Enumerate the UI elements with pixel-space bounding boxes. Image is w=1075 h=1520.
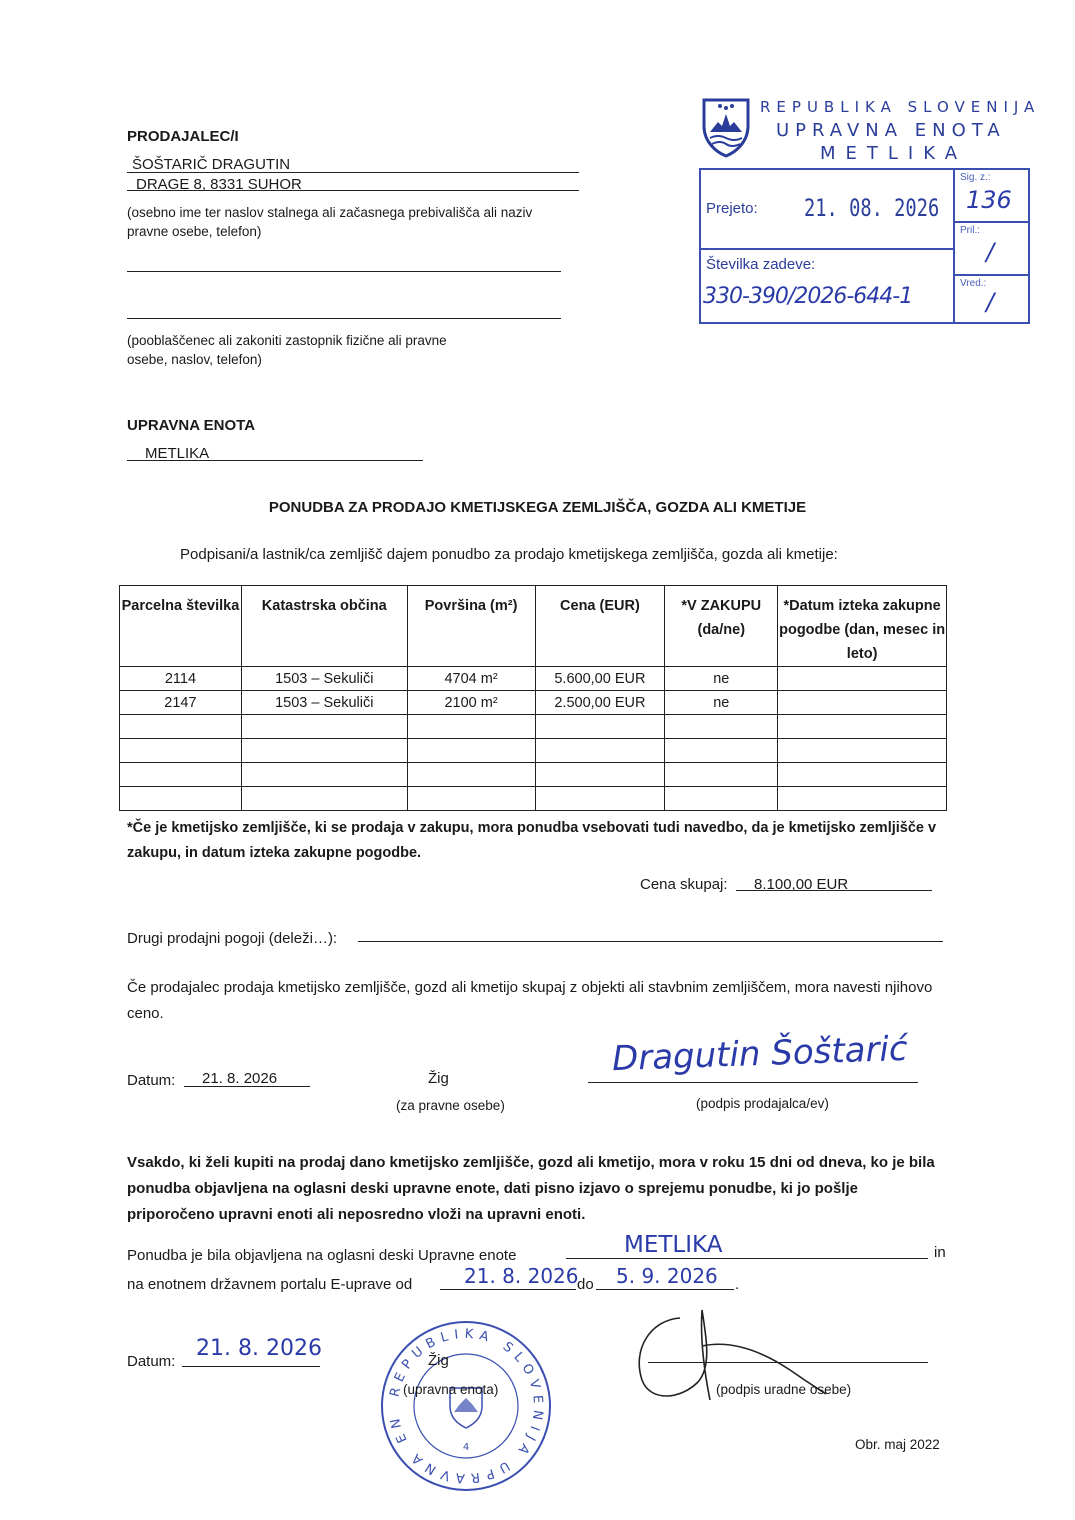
cell: [665, 763, 778, 787]
stamp-line-3: METLIKA: [820, 143, 968, 164]
seller-heading: PRODAJALEC/I: [127, 128, 239, 145]
total-label: Cena skupaj:: [640, 876, 728, 893]
cell: 5.600,00 EUR: [535, 667, 665, 691]
publication-text-2: na enotnem državnem portalu E-uprave od: [127, 1276, 413, 1293]
office-seal-hint: (upravna enota): [403, 1382, 499, 1397]
vred-value: /: [986, 288, 995, 316]
publication-office: METLIKA: [624, 1232, 723, 1258]
table-row: [120, 691, 947, 715]
office-date-value: 21. 8. 2026: [196, 1336, 322, 1361]
seller-name: ŠOŠTARIČ DRAGUTIN: [132, 156, 291, 173]
seller-signature: Dragutin Šoštarić: [611, 1028, 909, 1080]
sig-label: Sig. z.:: [960, 172, 991, 183]
cell: [241, 739, 407, 763]
vred-label: Vred.:: [960, 278, 987, 289]
seller-date-line: [184, 1086, 310, 1087]
other-terms-line: [358, 941, 943, 942]
cell: 2100 m²: [407, 691, 535, 715]
header-price: Cena (EUR): [535, 586, 665, 667]
cell: 2.500,00 EUR: [535, 691, 665, 715]
stamp-divider-vertical: [953, 168, 955, 324]
office-heading: UPRAVNA ENOTA: [127, 417, 256, 434]
seller-name-line: [127, 172, 579, 173]
publication-in: in: [934, 1244, 946, 1261]
pril-value: /: [986, 238, 995, 266]
seller-signature-hint: (podpis prodajalca/ev): [696, 1096, 829, 1111]
received-label: Prejeto:: [706, 200, 758, 217]
table-header-row: [120, 586, 947, 667]
parcels-table: [119, 585, 947, 811]
cell: [778, 691, 947, 715]
cell: [120, 787, 242, 811]
round-seal-icon: [378, 1318, 554, 1494]
cell: [535, 763, 665, 787]
publication-from: 21. 8. 2026: [464, 1264, 579, 1288]
seller-date-value: 21. 8. 2026: [202, 1070, 278, 1087]
publication-office-line: [566, 1258, 928, 1259]
intro-text: Podpisani/a lastnik/ca zemljišč dajem ponudbo za prodajo kmetijskega zemljišča, gozda ali kmetije:: [180, 546, 838, 563]
sig-value: 136: [966, 186, 1012, 214]
cell: [535, 715, 665, 739]
stamp-line-2: UPRAVNA ENOTA: [776, 120, 1006, 141]
publication-from-line: [440, 1289, 576, 1290]
seller-date-label: Datum:: [127, 1072, 176, 1089]
cell: [120, 763, 242, 787]
objects-note: Če prodajalec prodaja kmetijsko zemljišče, gozd ali kmetijo skupaj z objekti ali stavbnim zemljiščem, mora navesti njihovo ceno.: [127, 979, 933, 1022]
cell: [120, 715, 242, 739]
publication-to-line: [596, 1289, 734, 1290]
received-date: 21. 08. 2026: [804, 194, 940, 222]
office-name: METLIKA: [145, 445, 210, 462]
cell: 1503 – Sekuliči: [241, 691, 407, 715]
stamp-divider-horizontal: [701, 248, 953, 250]
seller-seal-label: Žig: [428, 1070, 449, 1087]
official-signature-hint: (podpis uradne osebe): [716, 1382, 852, 1397]
cell: [241, 763, 407, 787]
table-row: [120, 715, 947, 739]
office-date-line: [182, 1366, 320, 1367]
cell: [241, 715, 407, 739]
cell: 2147: [120, 691, 242, 715]
cell: [407, 787, 535, 811]
seller-address: DRAGE 8, 8331 SUHOR: [136, 176, 302, 193]
buyer-notice: Vsakdo, ki želi kupiti na prodaj dano kmetijsko zemljišče, gozd ali kmetijo, mora v roku 15 dni od dneva, ko je bila ponudba objavljena na oglasni deski upravne enote, dati pisno izjavo o sprejemu ponudbe, ki jo pošlje priporočeno upravni enoti ali neposredno vloži na upravni enoti.: [127, 1154, 935, 1223]
header-lease: *V ZAKUPU (da/ne): [665, 586, 778, 667]
office-date-label: Datum:: [127, 1353, 176, 1370]
cell: [407, 739, 535, 763]
stamp-line-1: REPUBLIKA SLOVENIJA: [760, 98, 1041, 116]
representative-line-1: [127, 271, 561, 272]
header-lease-end: *Datum izteka zakupne pogodbe (dan, mesec in leto): [778, 586, 947, 667]
coat-of-arms-icon: [700, 96, 752, 158]
cell: 1503 – Sekuliči: [241, 667, 407, 691]
cell: [241, 787, 407, 811]
total-value: 8.100,00 EUR: [754, 876, 849, 893]
stamp-divider-small-2: [955, 274, 1028, 276]
seller-hint: (osebno ime ter naslov stalnega ali začasnega prebivališča ali naziv pravne osebe, telefon): [127, 205, 533, 239]
cell: [535, 787, 665, 811]
table-row: [120, 763, 947, 787]
cell: [665, 715, 778, 739]
cell: 4704 m²: [407, 667, 535, 691]
cell: [778, 667, 947, 691]
publication-to: 5. 9. 2026: [616, 1264, 718, 1288]
cell: [665, 739, 778, 763]
table-row: [120, 667, 947, 691]
total-line: [736, 890, 932, 891]
table-row: [120, 787, 947, 811]
form-code: Obr. maj 2022: [855, 1437, 940, 1452]
office-name-line: [127, 460, 423, 461]
representative-line-2: [127, 318, 561, 319]
cell: ne: [665, 691, 778, 715]
publication-end: .: [735, 1276, 740, 1293]
cell: [120, 739, 242, 763]
header-area: Površina (m²): [407, 586, 535, 667]
cell: [535, 739, 665, 763]
page-title: PONUDBA ZA PRODAJO KMETIJSKEGA ZEMLJIŠČA, GOZDA ALI KMETIJE: [268, 499, 807, 516]
table-row: [120, 739, 947, 763]
cell: [778, 739, 947, 763]
cell: [407, 763, 535, 787]
header-parcel: Parcelna številka: [120, 586, 242, 667]
official-signature-line: [648, 1362, 928, 1363]
cell: [778, 763, 947, 787]
seller-signature-line: [588, 1082, 918, 1083]
case-label: Številka zadeve:: [706, 256, 816, 273]
office-round-seal: [378, 1318, 554, 1494]
seller-seal-hint: (za pravne osebe): [396, 1098, 505, 1113]
representative-hint: (pooblaščenec ali zakoniti zastopnik fizične ali pravne osebe, naslov, telefon): [127, 333, 447, 367]
cell: [665, 787, 778, 811]
header-cadastral: Katastrska občina: [241, 586, 407, 667]
pril-label: Pril.:: [960, 225, 980, 236]
lease-note: *Če je kmetijsko zemljišče, ki se prodaja v zakupu, mora ponudba vsebovati tudi navedbo, da je kmetijsko zemljišče v zakupu, in datum izteka zakupne pogodbe.: [127, 820, 937, 861]
cell: [778, 715, 947, 739]
cell: [778, 787, 947, 811]
seal-number: 4: [462, 1442, 470, 1453]
case-value: 330-390/2026-644-1: [703, 284, 913, 309]
office-seal-label: Žig: [428, 1352, 449, 1369]
seal-ring-text: REPUBLIKA SLOVENIJA UPRAVNA EN: [387, 1326, 546, 1486]
publication-text-1: Ponudba je bila objavljena na oglasni deski Upravne enote: [127, 1247, 517, 1264]
stamp-divider-small-1: [955, 221, 1028, 223]
cell: 2114: [120, 667, 242, 691]
cell: [407, 715, 535, 739]
cell: ne: [665, 667, 778, 691]
seller-address-line: [127, 190, 579, 191]
publication-to-label: do: [577, 1276, 594, 1293]
other-terms-label: Drugi prodajni pogoji (deleži…):: [127, 930, 338, 947]
